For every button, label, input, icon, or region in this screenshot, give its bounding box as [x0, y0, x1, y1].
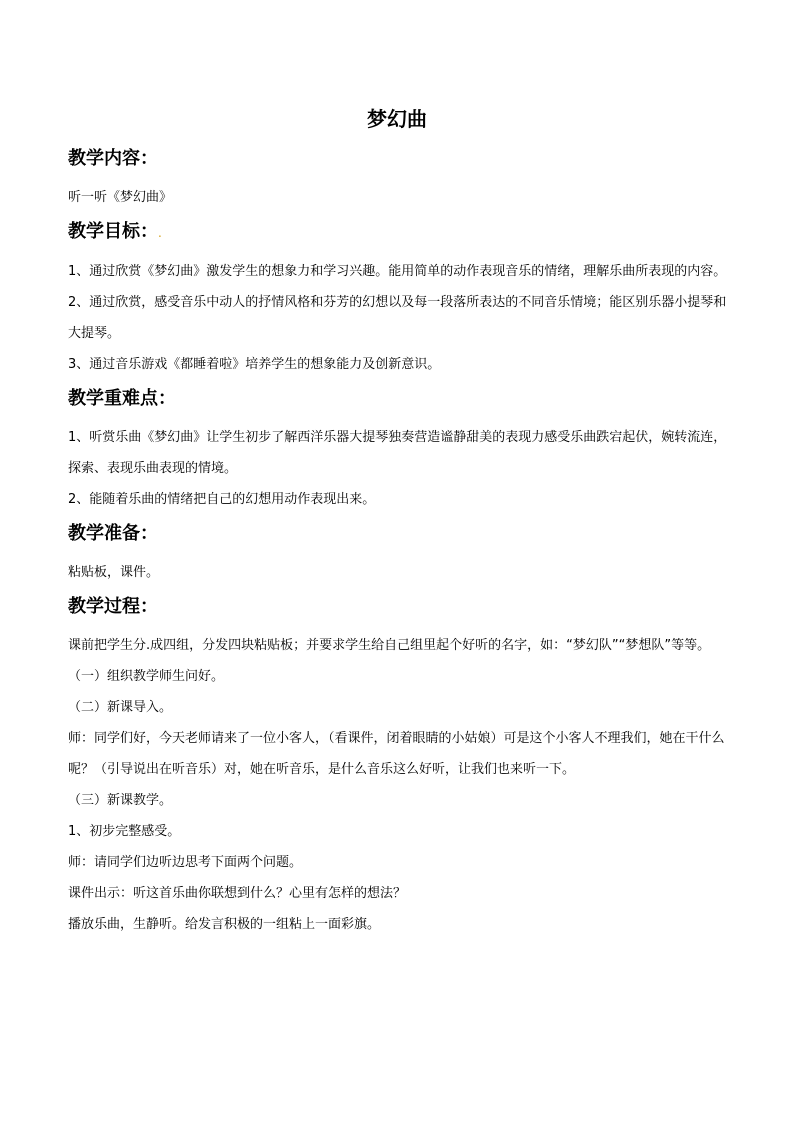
heading-mark: .: [158, 226, 162, 240]
section-paragraph: 师：同学们好，今天老师请来了一位小客人，（看课件，闭着眼睛的小姑娘）可是这个小客人不理我们，她在干什么呢？（引导说出在听音乐）对，她在听音乐，是什么音乐这么好听，让我们也来听一下。: [68, 731, 725, 777]
section-paragraph: 师：请同学们边听边思考下面两个问题。: [68, 855, 303, 870]
section-paragraph: （二）新课导入。: [68, 700, 173, 715]
section-paragraph: 1、初步完整感受。: [68, 824, 181, 839]
section-paragraph: 2、能随着乐曲的情绪把自己的幻想用动作表现出来。: [68, 492, 376, 507]
section-heading-content: 教学内容：: [68, 148, 158, 169]
section-paragraph: 播放乐曲，生静听。给发言积极的一组粘上一面彩旗。: [68, 917, 381, 932]
section-paragraph: 听一听《梦幻曲》: [68, 190, 173, 205]
document-body: [68, 146, 728, 940]
section-paragraph: 课件出示：听这首乐曲你联想到什么？心里有怎样的想法？: [68, 886, 407, 901]
section-heading-process: 教学过程：: [68, 596, 158, 617]
section-paragraph: 2、通过欣赏，感受音乐中动人的抒情风格和芬芳的幻想以及每一段落所表达的不同音乐情境；能区别乐器小提琴和大提琴。: [68, 295, 727, 341]
section-heading-text: 教学目标：: [68, 221, 158, 242]
section-paragraph: （三）新课教学。: [68, 793, 173, 808]
section-heading-preparation: 教学准备：: [68, 523, 158, 544]
section-paragraph: 1、听赏乐曲《梦幻曲》让学生初步了解西洋乐器大提琴独奏营造谧静甜美的表现力感受乐曲跌宕起伏，婉转流连，探索、表现乐曲表现的情境。: [68, 430, 727, 476]
section-paragraph: 1、通过欣赏《梦幻曲》激发学生的想象力和学习兴趣。能用简单的动作表现音乐的情绪，理解乐曲所表现的内容。: [68, 264, 727, 279]
section-paragraph: 3、通过音乐游戏《都睡着啦》培养学生的想象能力及创新意识。: [68, 357, 441, 372]
section-paragraph: 课前把学生分.成四组，分发四块粘贴板；并要求学生给自己组里起个好听的名字，如：“梦幻队”“梦想队”等等。: [68, 638, 711, 653]
section-paragraph: 粘贴板，课件。: [68, 565, 160, 580]
document-title: 梦幻曲: [367, 107, 427, 131]
section-heading-key-points: 教学重难点：: [68, 388, 176, 409]
section-heading-objectives: [68, 219, 728, 246]
section-paragraph: （一）组织教学师生问好。: [68, 669, 225, 684]
